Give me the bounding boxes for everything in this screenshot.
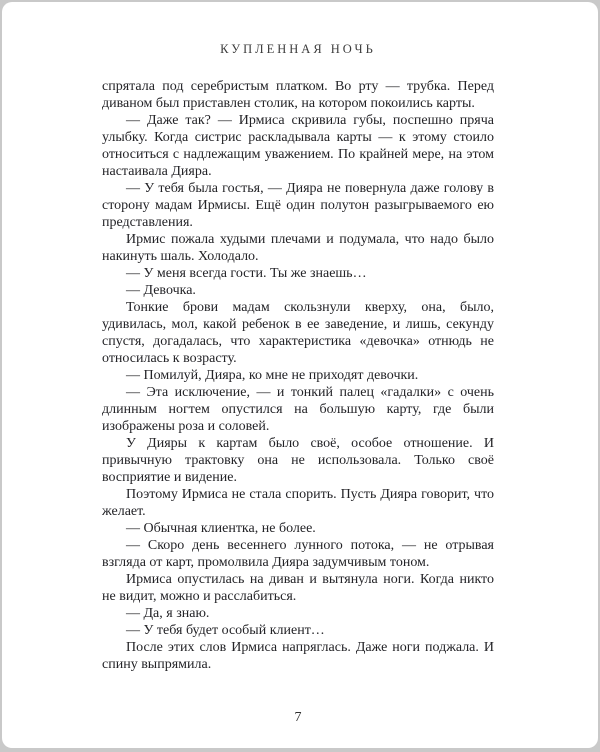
paragraph: — Даже так? — Ирмиса скривила губы, поспешно пряча улыбку. Когда систрис раскладывала карты — к этому стоило относиться с надлежащим уважением. По крайней мере, на этом настаивала Дияра. [102, 113, 494, 179]
paragraph: Поэтому Ирмиса не стала спорить. Пусть Дияра говорит, что желает. [102, 487, 494, 519]
paragraph: — У тебя будет особый клиент… [126, 623, 325, 638]
paragraph: Тонкие брови мадам скользнули кверху, она, было, удивилась, мол, какой ребенок в ее заведение, и лишь, секунду спустя, догадалась, что характеристика «девочка» отнюдь не относилась к возрасту. [102, 300, 494, 366]
paragraph: После этих слов Ирмиса напряглась. Даже ноги поджала. И спину выпрямила. [102, 640, 494, 672]
paragraph: — У тебя была гостья, — Дияра не повернула даже голову в сторону мадам Ирмисы. Ещё один полутон разыгрываемого ею представления. [102, 181, 494, 230]
paragraph: — Эта исключение, — и тонкий палец «гадалки» с очень длинным ногтем опустился на большую карту, где были изображены роза и соловей. [102, 385, 494, 434]
paragraph: Ирмиса опустилась на диван и вытянула ноги. Когда никто не видит, можно и расслабиться. [102, 572, 494, 604]
book-title-header: КУПЛЕННАЯ НОЧЬ [220, 42, 376, 56]
page-number: 7 [294, 710, 302, 725]
paragraph: — У меня всегда гости. Ты же знаешь… [126, 266, 367, 281]
paragraph: Ирмис пожала худыми плечами и подумала, что надо было накинуть шаль. Холодало. [102, 232, 494, 264]
paragraph: — Да, я знаю. [126, 606, 210, 621]
paragraph: — Девочка. [126, 283, 196, 298]
book-page [2, 2, 598, 748]
paragraph: спрятала под серебристым платком. Во рту — трубка. Перед диваном был приставлен столик, на котором покоились карты. [102, 79, 494, 111]
text-block [102, 78, 494, 673]
paragraph: — Скоро день весеннего лунного потока, — не отрывая взгляда от карт, промолвила Дияра задумчивым тоном. [102, 538, 494, 570]
paragraph: — Помилуй, Дияра, ко мне не приходят девочки. [126, 368, 419, 383]
paragraph: У Дияры к картам было своё, особое отношение. И привычную трактовку она не использовала. Только своё восприятие и видение. [102, 436, 494, 485]
paragraph: — Обычная клиентка, не более. [126, 521, 316, 536]
